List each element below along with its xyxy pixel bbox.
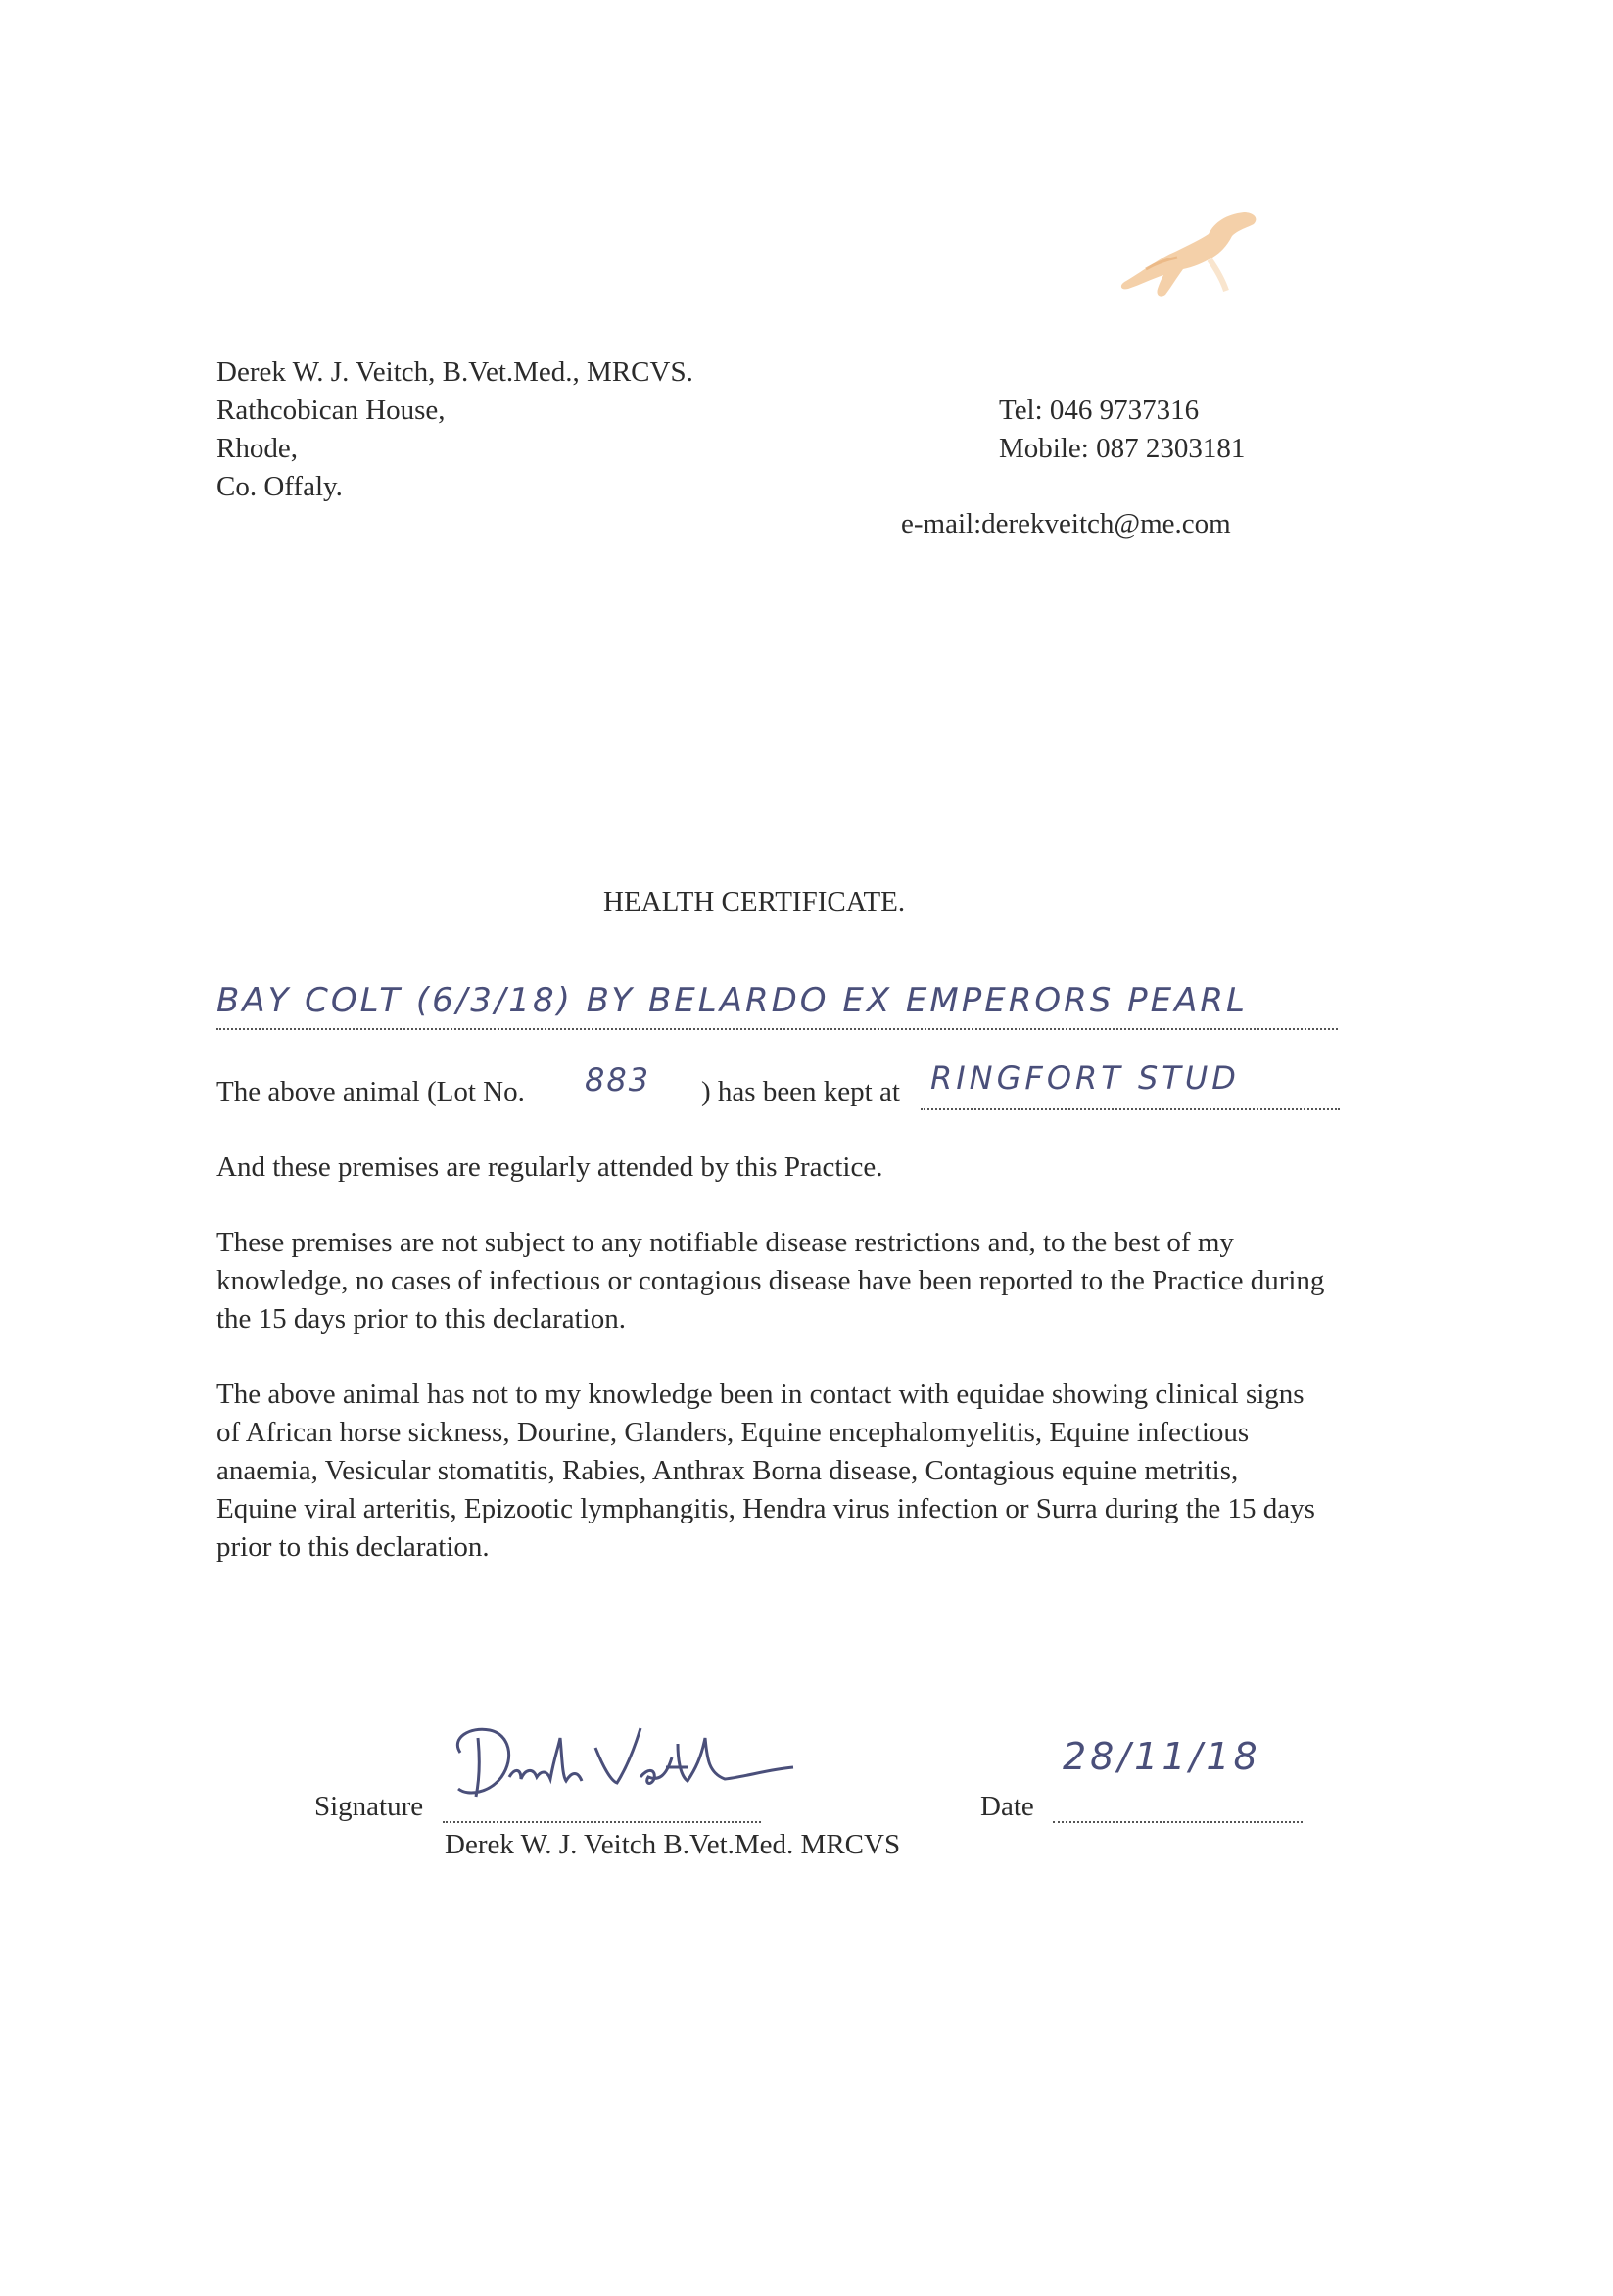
- animal-description-handwriting: BAY COLT (6/3/18) BY BELARDO EX EMPERORS PEARL: [216, 981, 1248, 1020]
- signature-image: [431, 1699, 823, 1826]
- certificate-title: HEALTH CERTIFICATE.: [603, 886, 906, 917]
- signature-label: Signature: [314, 1791, 424, 1822]
- premises-handwriting: RINGFORT STUD: [930, 1059, 1240, 1097]
- practitioner-name: Derek W. J. Veitch, B.Vet.Med., MRCVS.: [216, 356, 693, 388]
- date-dotted-line: [1053, 1800, 1303, 1823]
- horse-logo-icon: [1107, 201, 1263, 308]
- signature-handwriting-text: [431, 1699, 436, 1700]
- date-handwriting: 28/11/18: [1063, 1735, 1261, 1778]
- date-label: Date: [980, 1791, 1034, 1822]
- telephone: Tel: 046 9737316: [999, 395, 1200, 426]
- paragraph-premises-attended: And these premises are regularly attended by this Practice.: [216, 1151, 883, 1183]
- paragraph-no-contact: The above animal has not to my knowledge been in contact with equidae showing clinical signs of African horse sickness, Dourine, Glanders, Equine encephalomyelitis, Equine infectious anaemia, Vesicular stomatitis, Rabies, Anthrax Borna disease, Contagious equine metritis, Equine viral arteritis, Epizootic lymphangitis, Hendra virus infection or Surra during the 15 days prior to this declaration.: [216, 1379, 1315, 1563]
- mobile: Mobile: 087 2303181: [999, 433, 1246, 464]
- address-line-3: Co. Offaly.: [216, 471, 343, 502]
- email: e-mail:derekveitch@me.com: [901, 508, 1231, 539]
- lot-number-handwriting: 883: [585, 1061, 651, 1099]
- address-line-1: Rathcobican House,: [216, 395, 446, 426]
- address-line-2: Rhode,: [216, 433, 298, 464]
- kept-at-label: ) has been kept at: [701, 1076, 900, 1107]
- signatory-name: Derek W. J. Veitch B.Vet.Med. MRCVS: [445, 1829, 901, 1860]
- lot-prefix: The above animal (Lot No.: [216, 1076, 525, 1107]
- paragraph-no-restrictions: These premises are not subject to any notifiable disease restrictions and, to the best of my knowledge, no cases of infectious or contagious disease have been reported to the Practice during the 15 days prior to this declaration.: [216, 1227, 1325, 1335]
